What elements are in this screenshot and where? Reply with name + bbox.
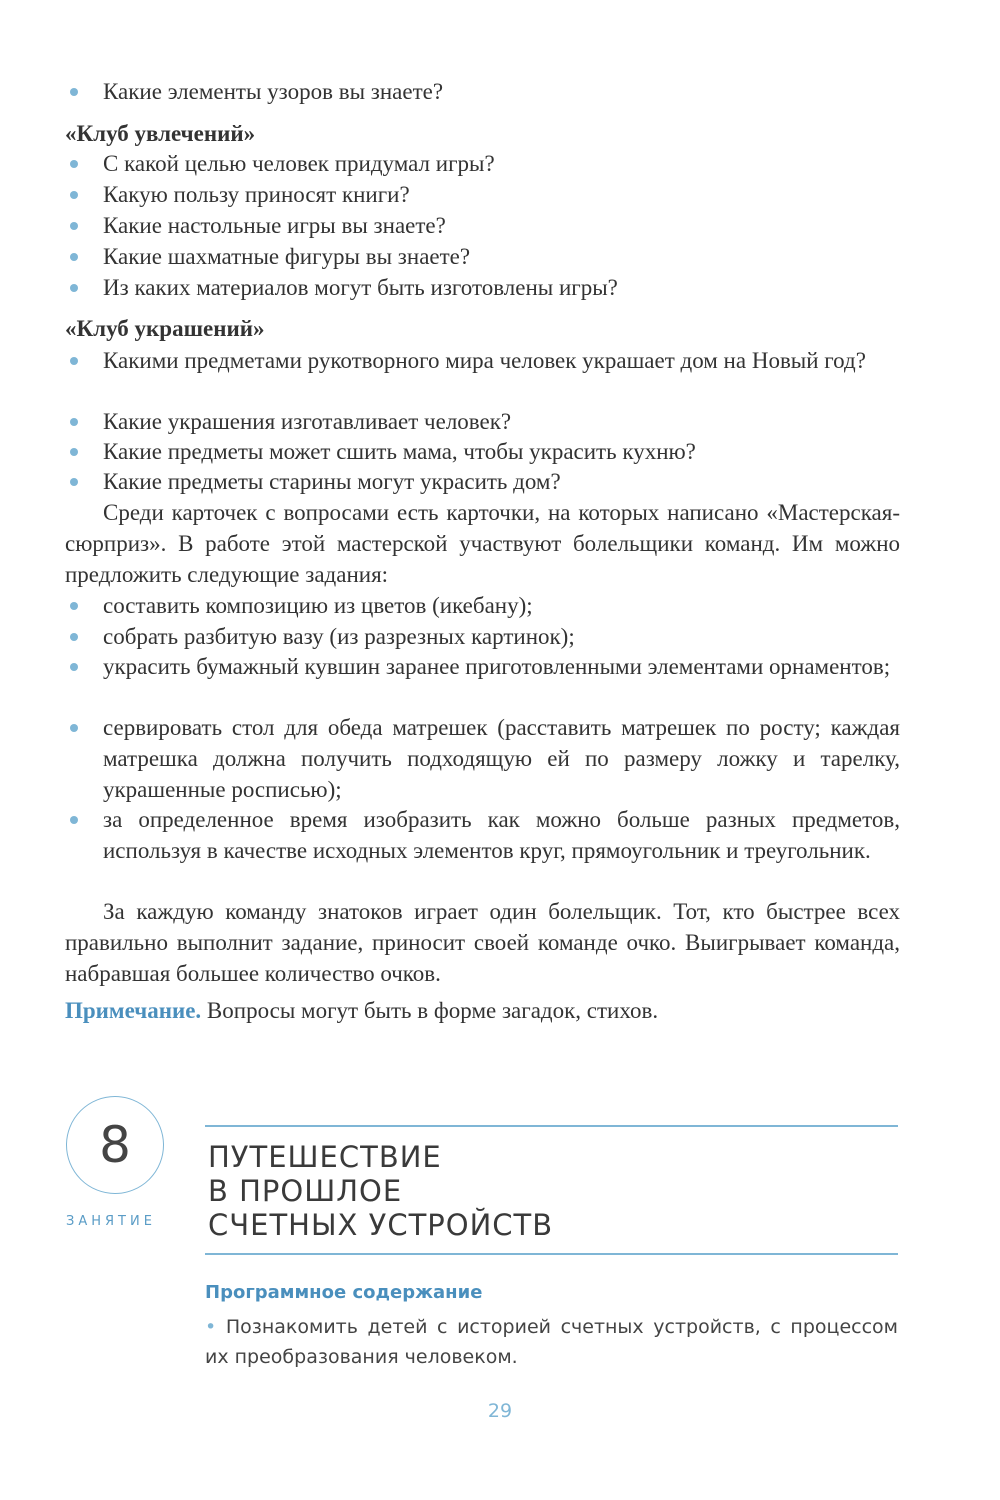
program-text: Познакомить детей с историей счетных устройств, с процессом их преобразования человеком. bbox=[205, 1316, 898, 1368]
paragraph: Среди карточек с вопросами есть карточки, на которых написано «Мастерская-сюрприз». В работе этой мастерской участвуют болельщики команд. Им можно предложить следующие задания: bbox=[65, 500, 900, 587]
bullet-icon bbox=[70, 88, 78, 96]
bullet-icon bbox=[70, 253, 78, 261]
divider bbox=[205, 1125, 898, 1127]
list-item: Какими предметами рукотворного мира человек украшает дом на Новый год? bbox=[70, 345, 900, 376]
list-item: собрать разбитую вазу (из разрезных картинок); bbox=[70, 621, 900, 652]
lesson-number: 8 bbox=[99, 1116, 131, 1174]
note-label: Примечание. bbox=[65, 998, 202, 1023]
lesson-number-circle bbox=[66, 1096, 164, 1194]
chapter-title-line: В ПРОШЛОЕ bbox=[208, 1174, 403, 1208]
bullet-icon bbox=[70, 222, 78, 230]
chapter-title-line: СЧЕТНЫХ УСТРОЙСТВ bbox=[208, 1208, 554, 1242]
list-item: Какие украшения изготавливает человек? bbox=[70, 406, 900, 437]
list-item: Какие предметы может сшить мама, чтобы украсить кухню? bbox=[70, 436, 900, 467]
bullet-icon: • bbox=[205, 1316, 217, 1338]
paragraph: За каждую команду знатоков играет один болельщик. Тот, кто быстрее всех правильно выполнит задание, приносит своей команде очко. Выигрывает команда, набравшая большее количество очков. bbox=[65, 899, 900, 986]
chapter-title bbox=[208, 1140, 553, 1242]
bullet-icon bbox=[70, 602, 78, 610]
list-item: составить композицию из цветов (икебану); bbox=[70, 590, 900, 621]
list-item: за определенное время изобразить как можно больше разных предметов, используя в качестве исходных элементов круг, прямоугольник и треугольник. bbox=[70, 804, 900, 866]
bullet-icon bbox=[70, 160, 78, 168]
list-item: С какой целью человек придумал игры? bbox=[70, 148, 900, 179]
bullet-icon bbox=[70, 633, 78, 641]
list-item: Какую пользу приносят книги? bbox=[70, 179, 900, 210]
program-item bbox=[205, 1312, 898, 1372]
list-item: Какие элементы узоров вы знаете? bbox=[70, 76, 900, 107]
bullet-icon bbox=[70, 191, 78, 199]
bullet-icon bbox=[70, 284, 78, 292]
section-title: Программное содержание bbox=[205, 1282, 483, 1303]
lesson-label: ЗАНЯТИЕ bbox=[66, 1214, 156, 1229]
chapter-title-line: ПУТЕШЕСТВИЕ bbox=[208, 1140, 442, 1174]
bullet-icon bbox=[70, 448, 78, 456]
list-item: сервировать стол для обеда матрешек (расставить матрешек по росту; каждая матрешка должна получить подходящую ей по размеру ложку и тарелку, украшенные росписью); bbox=[70, 712, 900, 805]
list-item: Какие настольные игры вы знаете? bbox=[70, 210, 900, 241]
bullet-icon bbox=[70, 724, 78, 732]
bullet-icon bbox=[70, 357, 78, 365]
bullet-icon bbox=[70, 663, 78, 671]
bullet-icon bbox=[70, 478, 78, 486]
note-text: Вопросы могут быть в форме загадок, стихов. bbox=[206, 998, 659, 1023]
note bbox=[65, 995, 900, 1026]
bullet-icon bbox=[70, 816, 78, 824]
page-number: 29 bbox=[487, 1400, 513, 1422]
bullet-icon bbox=[70, 418, 78, 426]
list-item: украсить бумажный кувшин заранее приготовленными элементами орнаментов; bbox=[70, 651, 900, 682]
list-item: Из каких материалов могут быть изготовлены игры? bbox=[70, 272, 900, 303]
club-hobbies-heading: «Клуб увлечений» bbox=[65, 121, 256, 146]
list-item: Какие шахматные фигуры вы знаете? bbox=[70, 241, 900, 272]
club-decor-heading: «Клуб украшений» bbox=[65, 316, 265, 341]
divider bbox=[205, 1253, 898, 1255]
list-item: Какие предметы старины могут украсить дом? bbox=[70, 466, 900, 497]
